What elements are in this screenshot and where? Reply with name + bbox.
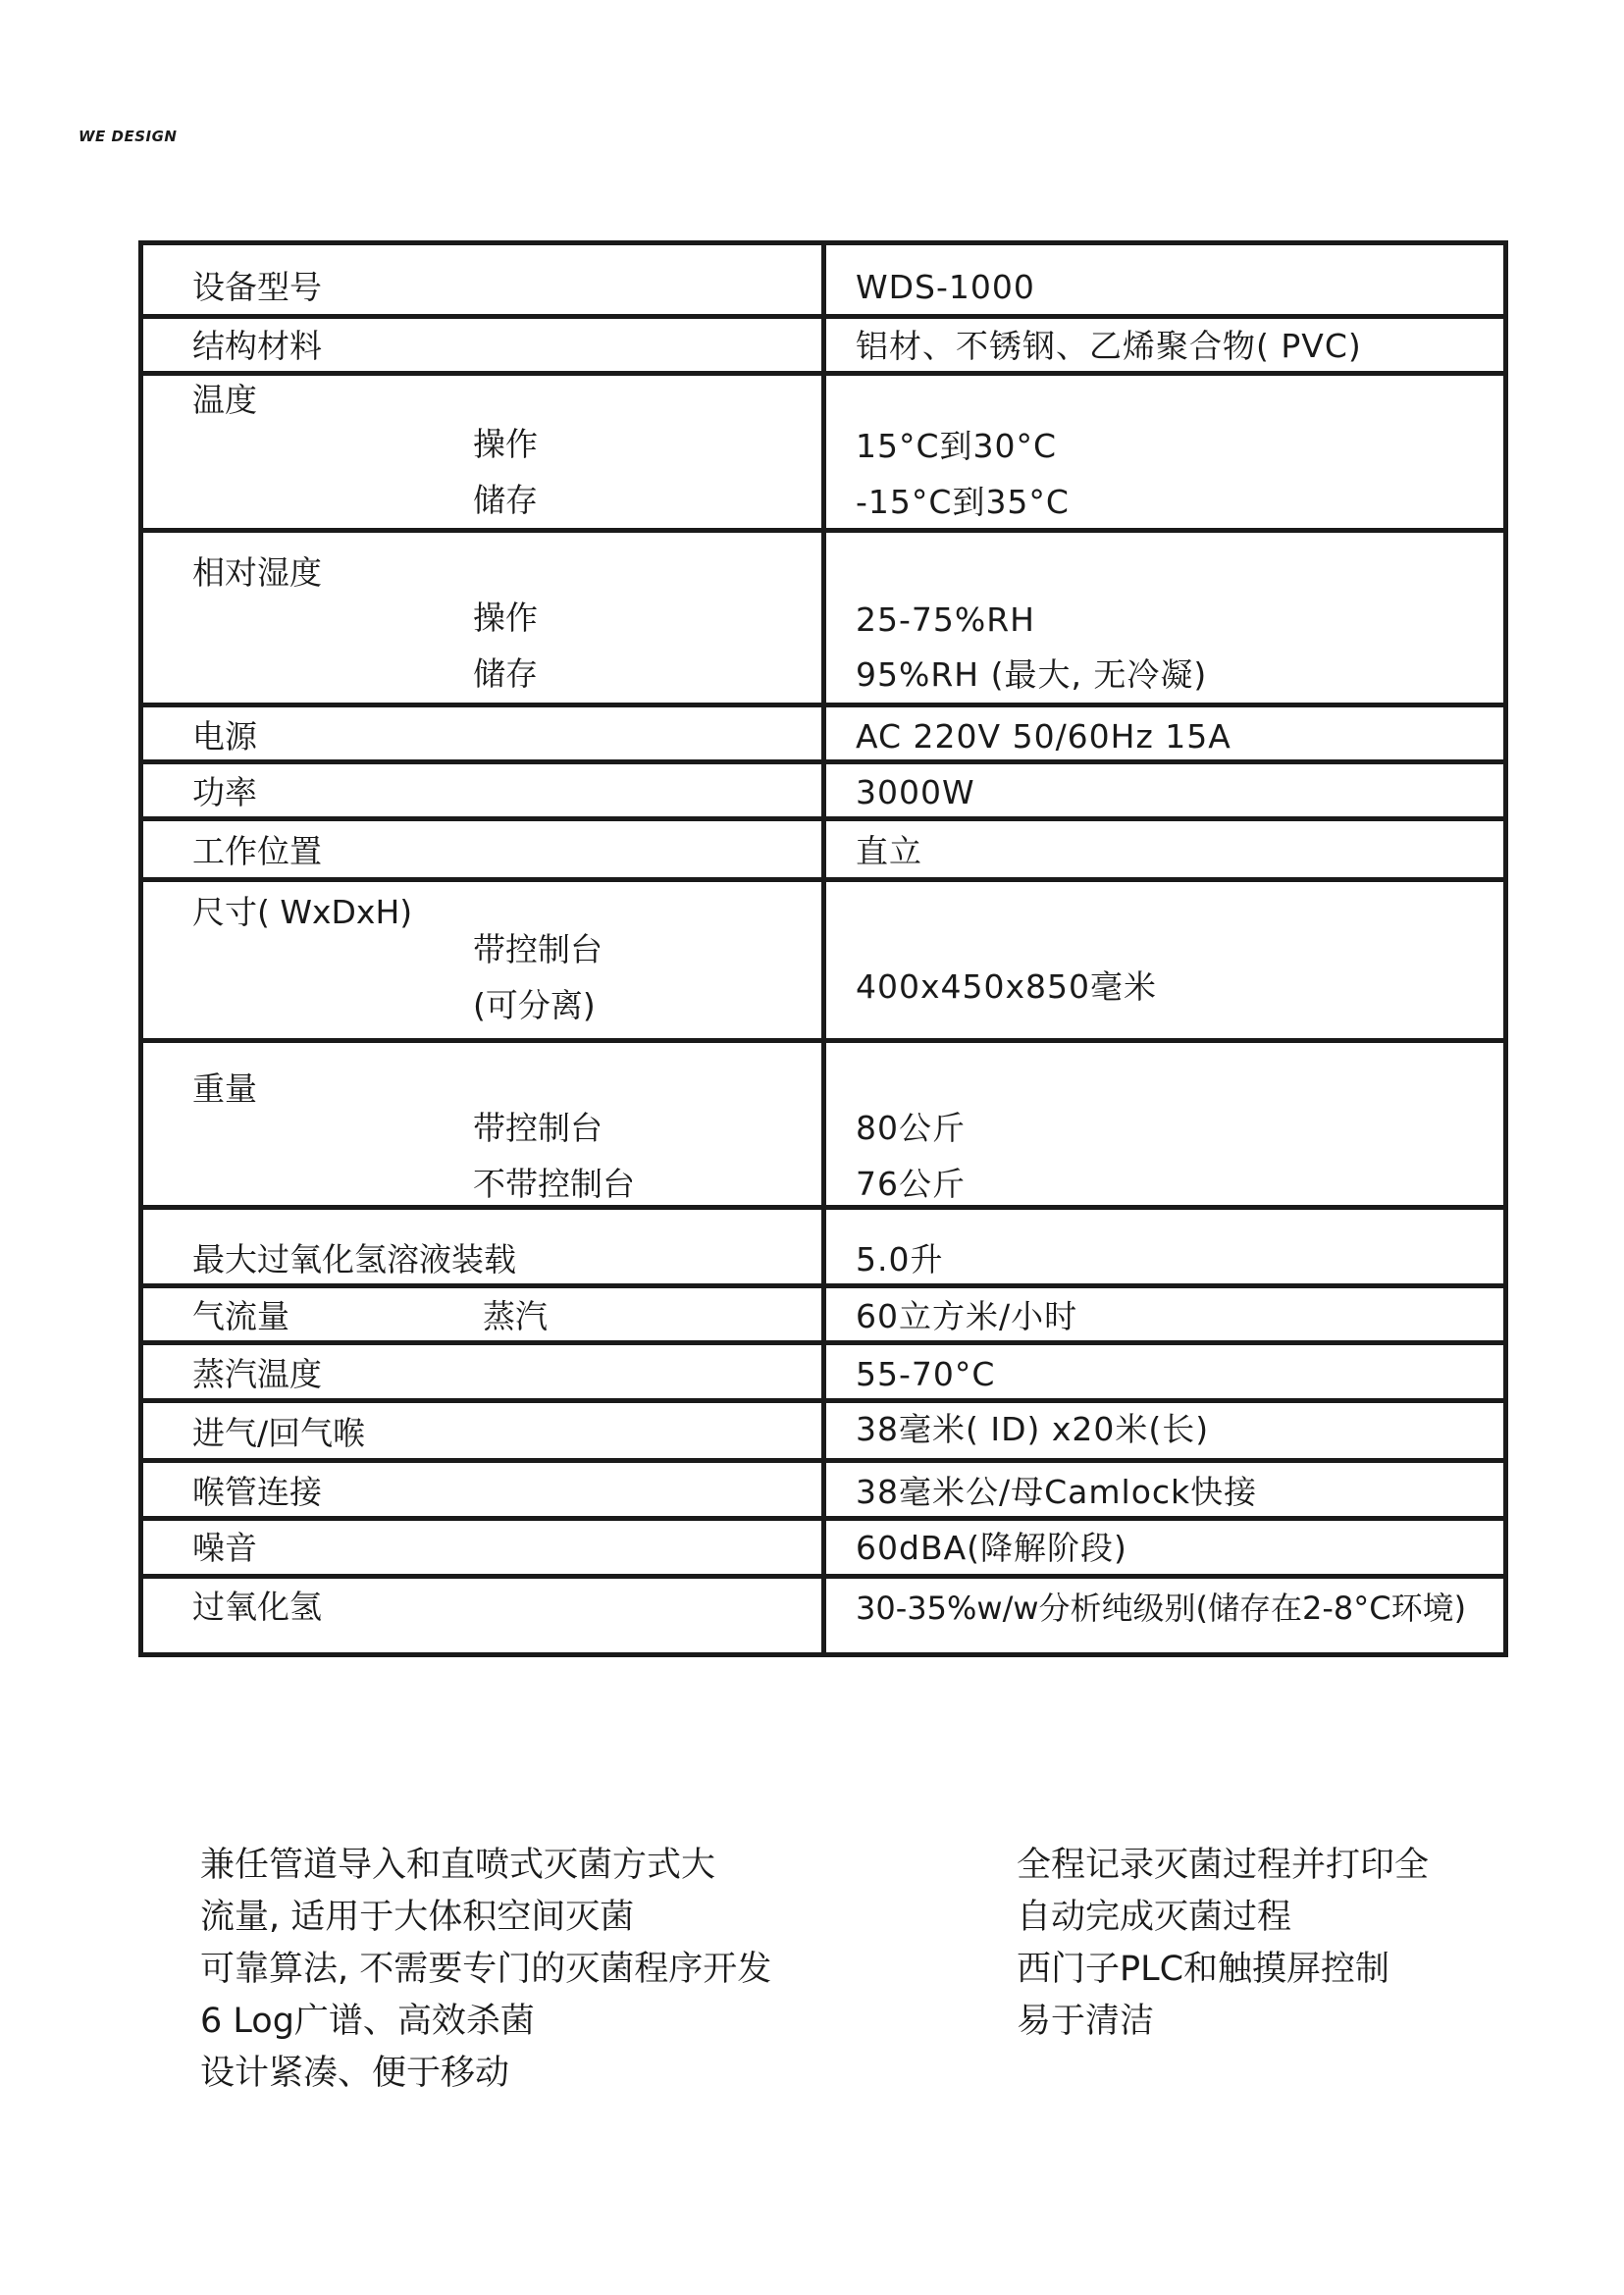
- label-airflow: 气流量: [192, 1297, 289, 1335]
- label-h2o2: 过氧化氢: [192, 1588, 322, 1626]
- label-hose: 进气/回气喉: [192, 1414, 366, 1452]
- label-hose-connect: 喉管连接: [192, 1473, 322, 1511]
- value-humidity-op: 25-75%RH: [856, 600, 1035, 639]
- feature-item: 兼任管道导入和直喷式灭菌方式大: [200, 1846, 716, 1885]
- feature-item: 西门子PLC和触摸屏控制: [1017, 1950, 1390, 1989]
- value-model: WDS-1000: [856, 268, 1035, 306]
- feature-item: 可靠算法, 不需要专门的灭菌程序开发: [200, 1950, 772, 1989]
- label-dimensions-detachable: (可分离): [473, 986, 596, 1024]
- feature-list-left: [200, 1840, 771, 2100]
- label-airflow-vapor: 蒸汽: [483, 1297, 548, 1335]
- value-h2o2: 30-35%w/w分析纯级别(储存在2-8°C环境): [856, 1590, 1467, 1627]
- feature-item: 6 Log广谱、高效杀菌: [200, 2002, 535, 2041]
- value-temperature-store: -15°C到35°C: [856, 483, 1070, 521]
- label-temperature-store: 储存: [473, 481, 538, 519]
- value-temperature-op: 15°C到30°C: [856, 427, 1058, 465]
- feature-item: 全程记录灭菌过程并打印全: [1017, 1846, 1430, 1885]
- label-dimensions-console: 带控制台: [473, 930, 602, 968]
- label-humidity-op: 操作: [473, 599, 538, 637]
- value-airflow: 60立方米/小时: [856, 1297, 1078, 1335]
- value-position: 直立: [856, 832, 922, 870]
- label-dimensions: 尺寸( WxDxH): [192, 893, 413, 931]
- value-humidity-store: 95%RH (最大, 无冷凝): [856, 655, 1208, 694]
- feature-item: 自动完成灭菌过程: [1017, 1898, 1292, 1937]
- value-power: 3000W: [856, 773, 975, 811]
- label-weight-with-console: 带控制台: [473, 1109, 602, 1147]
- label-position: 工作位置: [192, 832, 322, 870]
- value-power-supply: AC 220V 50/60Hz 15A: [856, 717, 1231, 756]
- label-power-supply: 电源: [192, 717, 257, 756]
- feature-item: 易于清洁: [1017, 2002, 1155, 2041]
- value-max-load: 5.0升: [856, 1240, 944, 1278]
- feature-item: 流量, 适用于大体积空间灭菌: [200, 1898, 635, 1937]
- feature-list-right: [1017, 1840, 1429, 2048]
- label-weight-without-console: 不带控制台: [473, 1165, 635, 1203]
- label-model: 设备型号: [192, 268, 322, 306]
- value-noise: 60dBA(降解阶段): [856, 1529, 1127, 1567]
- label-noise: 噪音: [192, 1529, 257, 1567]
- label-weight: 重量: [192, 1069, 257, 1108]
- value-weight-without-console: 76公斤: [856, 1165, 966, 1203]
- value-hose-connect: 38毫米公/母Camlock快接: [856, 1473, 1258, 1511]
- value-material: 铝材、不锈钢、乙烯聚合物( PVC): [856, 327, 1362, 365]
- value-weight-with-console: 80公斤: [856, 1109, 966, 1147]
- spec-table: [138, 240, 1508, 1657]
- brand-logo: WE DESIGN: [79, 128, 178, 145]
- label-material: 结构材料: [192, 327, 322, 365]
- label-temperature-op: 操作: [473, 425, 538, 463]
- value-vapor-temp: 55-70°C: [856, 1355, 996, 1393]
- label-max-load: 最大过氧化氢溶液装载: [192, 1240, 516, 1278]
- value-dimensions: 400x450x850毫米: [856, 967, 1158, 1006]
- label-temperature: 温度: [192, 381, 257, 419]
- label-vapor-temp: 蒸汽温度: [192, 1355, 322, 1393]
- label-power: 功率: [192, 773, 257, 811]
- value-hose: 38毫米( ID) x20米(长): [856, 1410, 1210, 1448]
- feature-item: 设计紧凑、便于移动: [200, 2054, 510, 2093]
- label-humidity: 相对湿度: [192, 553, 322, 592]
- label-humidity-store: 储存: [473, 654, 538, 693]
